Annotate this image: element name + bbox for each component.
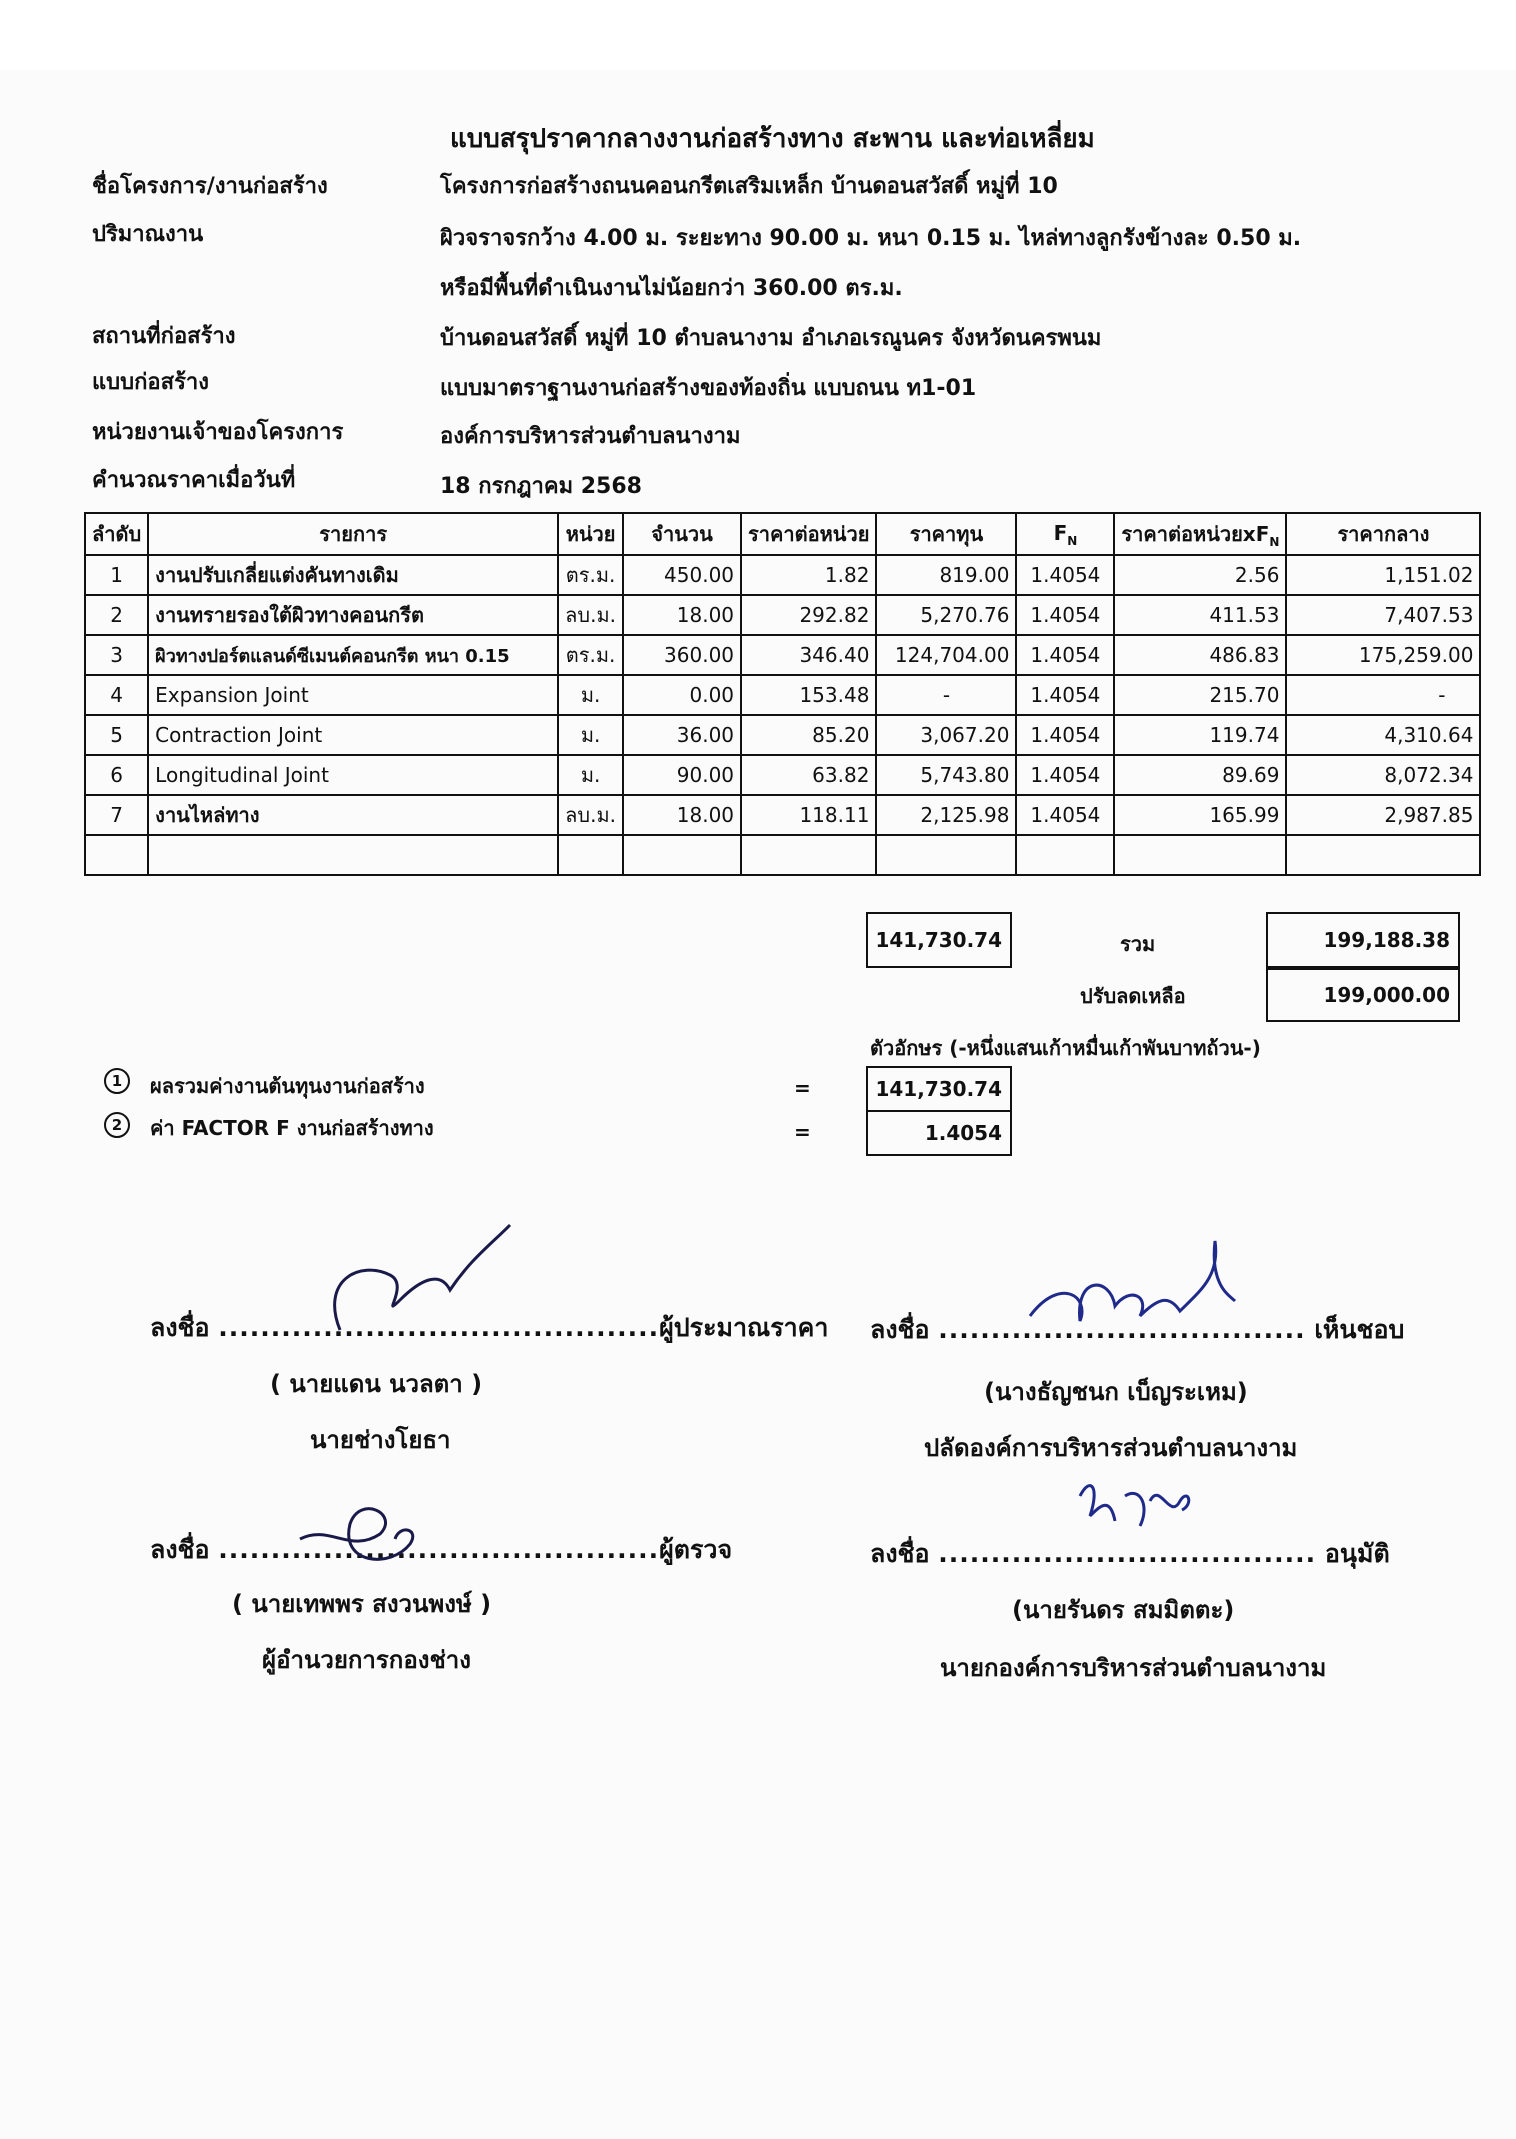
row-median: 175,259.00 (1286, 635, 1480, 675)
agree-name: (นางธัญชนก เบ็ญระเหม) (984, 1378, 1248, 1406)
approve-name: (นายรันดร สมมิตตะ) (1012, 1596, 1235, 1624)
row-unit: ลบ.ม. (558, 595, 623, 635)
row-unit-fn: 486.83 (1114, 635, 1286, 675)
row-no: 6 (85, 755, 148, 795)
row-unit-fn: 89.69 (1114, 755, 1286, 795)
project-name-label: ชื่อโครงการ/งานก่อสร้าง (92, 174, 328, 199)
row-item: Expansion Joint (148, 675, 558, 715)
row-qty: 18.00 (623, 795, 741, 835)
document-title: แบบสรุปราคากลางงานก่อสร้างทาง สะพาน และท่อเหลี่ยม (450, 124, 1095, 154)
checker-signature (290, 1484, 430, 1574)
row-unit: ลบ.ม. (558, 795, 623, 835)
summary-equals-2: = (794, 1120, 811, 1144)
row-cost: 819.00 (876, 555, 1016, 595)
row-unit-fn: 215.70 (1114, 675, 1286, 715)
amount-in-words: ตัวอักษร (-หนึ่งแสนเก้าหมื่นเก้าพันบาทถ้วน-) (870, 1036, 1261, 1060)
summary-number-1: 1 (104, 1068, 130, 1094)
header-unit: หน่วย (558, 513, 623, 555)
row-fn: 1.4054 (1016, 635, 1114, 675)
row-unit: ม. (558, 675, 623, 715)
table-empty-row (85, 835, 1480, 875)
row-unit-price: 346.40 (741, 635, 876, 675)
row-fn: 1.4054 (1016, 555, 1114, 595)
row-no: 2 (85, 595, 148, 635)
owner-value: องค์การบริหารส่วนตำบลนางาม (440, 424, 741, 449)
header-qty: จำนวน (623, 513, 741, 555)
table-row (85, 635, 1480, 675)
table-header-row (85, 513, 1480, 555)
row-unit-price: 292.82 (741, 595, 876, 635)
row-unit-price: 1.82 (741, 555, 876, 595)
row-median: 2,987.85 (1286, 795, 1480, 835)
work-quantity-value: ผิวจราจรกว้าง 4.00 ม. ระยะทาง 90.00 ม. หนา 0.15 ม. ไหล่ทางลูกรังข้างละ 0.50 ม. (440, 226, 1302, 251)
row-unit: ตร.ม. (558, 635, 623, 675)
rounded-value-box: 199,000.00 (1266, 968, 1460, 1022)
row-unit-fn: 2.56 (1114, 555, 1286, 595)
row-cost: 3,067.20 (876, 715, 1016, 755)
row-qty: 0.00 (623, 675, 741, 715)
header-unit-price: ราคาต่อหน่วย (741, 513, 876, 555)
row-fn: 1.4054 (1016, 595, 1114, 635)
row-unit: ม. (558, 755, 623, 795)
row-qty: 36.00 (623, 715, 741, 755)
summary-value-1: 141,730.74 (866, 1066, 1012, 1112)
summary-number-2: 2 (104, 1112, 130, 1138)
estimator-position: นายช่างโยธา (310, 1426, 451, 1454)
row-item: งานทรายรองใต้ผิวทางคอนกรีต (148, 595, 558, 635)
row-median: 1,151.02 (1286, 555, 1480, 595)
row-unit: ตร.ม. (558, 555, 623, 595)
row-median: 8,072.34 (1286, 755, 1480, 795)
total-label: รวม (1120, 932, 1156, 956)
row-fn: 1.4054 (1016, 715, 1114, 755)
row-no: 3 (85, 635, 148, 675)
row-unit-price: 63.82 (741, 755, 876, 795)
estimator-name: ( นายแดน นวลตา ) (270, 1370, 483, 1398)
table-row (85, 755, 1480, 795)
row-fn: 1.4054 (1016, 795, 1114, 835)
row-item: งานไหล่ทาง (148, 795, 558, 835)
header-no: ลำดับ (85, 513, 148, 555)
cost-total-box: 141,730.74 (866, 912, 1012, 968)
row-cost: - (876, 675, 1016, 715)
location-value: บ้านดอนสวัสดิ์ หมู่ที่ 10 ตำบลนางาม อำเภอเรณูนคร จังหวัดนครพนม (440, 326, 1102, 351)
rounded-label: ปรับลดเหลือ (1080, 984, 1186, 1008)
agree-position: ปลัดองค์การบริหารส่วนตำบลนางาม (924, 1434, 1298, 1462)
checker-sign-line: ลงชื่อ ..........................................ผู้ตรวจ (150, 1535, 733, 1564)
header-unit-fn: ราคาต่อหน่วย$xF_N$ (1114, 513, 1286, 555)
design-value: แบบมาตราฐานงานก่อสร้างของท้องถิ่น แบบถนน ท1-01 (440, 376, 977, 401)
table-row (85, 795, 1480, 835)
row-fn: 1.4054 (1016, 675, 1114, 715)
row-unit-price: 118.11 (741, 795, 876, 835)
row-no: 7 (85, 795, 148, 835)
approve-position: นายกองค์การบริหารส่วนตำบลนางาม (940, 1654, 1327, 1682)
row-cost: 5,743.80 (876, 755, 1016, 795)
row-qty: 18.00 (623, 595, 741, 635)
summary-label-1: ผลรวมค่างานต้นทุนงานก่อสร้าง (150, 1074, 425, 1098)
row-item: งานปรับเกลี่ยแต่งคันทางเดิม (148, 555, 558, 595)
agree-signature (1020, 1236, 1240, 1326)
row-cost: 124,704.00 (876, 635, 1016, 675)
row-unit: ม. (558, 715, 623, 755)
cost-table (84, 512, 1481, 876)
estimator-signature (300, 1220, 520, 1340)
row-qty: 450.00 (623, 555, 741, 595)
checker-name: ( นายเทพพร สงวนพงษ์ ) (232, 1590, 492, 1618)
work-area-value: หรือมีพื้นที่ดำเนินงานไม่น้อยกว่า 360.00 ตร.ม. (440, 276, 903, 301)
row-unit-fn: 165.99 (1114, 795, 1286, 835)
row-qty: 360.00 (623, 635, 741, 675)
calc-date-label: คำนวณราคาเมื่อวันที่ (92, 468, 296, 493)
total-value-box: 199,188.38 (1266, 912, 1460, 968)
row-fn: 1.4054 (1016, 755, 1114, 795)
summary-label-2: ค่า FACTOR F งานก่อสร้างทาง (150, 1116, 434, 1140)
header-item: รายการ (148, 513, 558, 555)
row-unit-fn: 119.74 (1114, 715, 1286, 755)
row-unit-fn: 411.53 (1114, 595, 1286, 635)
owner-label: หน่วยงานเจ้าของโครงการ (92, 420, 344, 445)
table-row (85, 715, 1480, 755)
row-unit-price: 153.48 (741, 675, 876, 715)
row-cost: 2,125.98 (876, 795, 1016, 835)
approve-sign-line: ลงชื่อ .................................... อนุมัติ (870, 1539, 1390, 1568)
table-row (85, 675, 1480, 715)
row-no: 4 (85, 675, 148, 715)
header-fn: $F_N$ (1016, 513, 1114, 555)
row-median: 7,407.53 (1286, 595, 1480, 635)
table-row (85, 555, 1480, 595)
approve-signature (1070, 1476, 1200, 1546)
header-cost: ราคาทุน (876, 513, 1016, 555)
row-unit-price: 85.20 (741, 715, 876, 755)
location-label: สถานที่ก่อสร้าง (92, 324, 236, 349)
header-median: ราคากลาง (1286, 513, 1480, 555)
row-no: 5 (85, 715, 148, 755)
summary-equals-1: = (794, 1076, 811, 1100)
agree-sign-line: ลงชื่อ ................................... เห็นชอบ (870, 1315, 1405, 1344)
row-item: Contraction Joint (148, 715, 558, 755)
checker-position: ผู้อำนวยการกองช่าง (262, 1646, 471, 1674)
row-qty: 90.00 (623, 755, 741, 795)
row-cost: 5,270.76 (876, 595, 1016, 635)
row-item: ผิวทางปอร์ตแลนด์ซีเมนต์คอนกรีต หนา 0.15 (148, 635, 558, 675)
design-label: แบบก่อสร้าง (92, 370, 209, 395)
estimator-sign-line: ลงชื่อ ..........................................ผู้ประมาณราคา (150, 1313, 829, 1342)
project-name-value: โครงการก่อสร้างถนนคอนกรีตเสริมเหล็ก บ้านดอนสวัสดิ์ หมู่ที่ 10 (440, 174, 1058, 199)
table-row (85, 595, 1480, 635)
row-item: Longitudinal Joint (148, 755, 558, 795)
calc-date-value: 18 กรกฎาคม 2568 (440, 474, 642, 499)
row-median: 4,310.64 (1286, 715, 1480, 755)
work-quantity-label: ปริมาณงาน (92, 222, 204, 247)
row-median: - (1286, 675, 1480, 715)
summary-value-2: 1.4054 (866, 1110, 1012, 1156)
row-no: 1 (85, 555, 148, 595)
